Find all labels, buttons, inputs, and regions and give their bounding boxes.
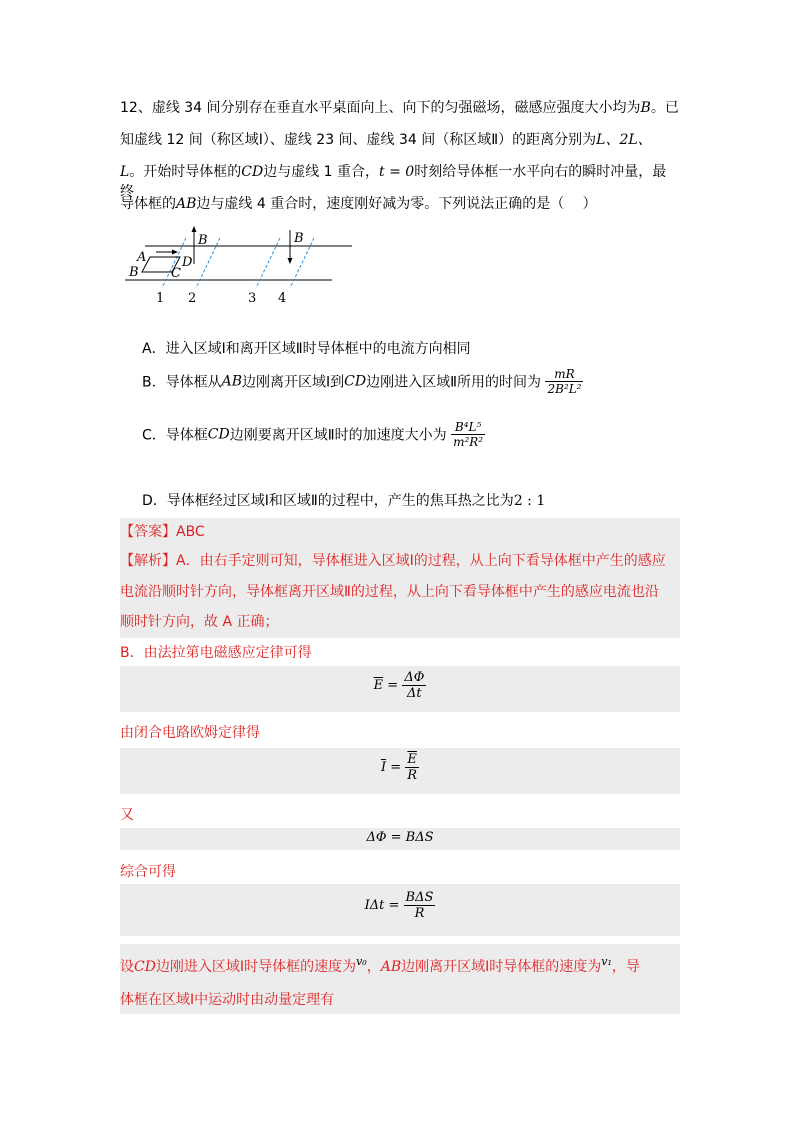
label-b-up: B xyxy=(198,233,208,248)
question-line-1: 12、虚线 34 间分别存在垂直水平桌面向上、向下的匀强磁场，磁感应强度大小均为B。已 xyxy=(120,100,679,116)
question-line-4: 导体框的AB边与虚线 4 重合时，速度刚好减为零。下列说法正确的是（ ） xyxy=(120,196,597,212)
equation-4: IΔt = $\frac{\text{BΔS}}{R}$ xyxy=(364,890,434,921)
velocity-arrow-head xyxy=(172,250,178,255)
option-a: A．进入区域Ⅰ和离开区域Ⅱ时导体框中的电流方向相同 xyxy=(142,341,471,357)
field-up-arrow-head xyxy=(192,226,197,232)
option-b-fraction: $\frac{mR}{\text{2B²L²}}$ xyxy=(547,367,582,396)
var-b: B xyxy=(640,100,651,116)
label-a: A xyxy=(137,250,147,265)
momentum-theorem-line: 体框在区域Ⅰ中运动时由动量定理有 xyxy=(120,992,335,1008)
line-label-2: 2 xyxy=(188,291,197,306)
field-down-arrow-head xyxy=(288,258,293,264)
option-c: C．导体框CD边刚要离开区域Ⅱ时的加速度大小为 $\frac{\text{B⁴L⁵}}{\text{m²R²}}$ xyxy=(142,420,484,449)
equation-1: $\overline{E}$ = $\frac{\Delta\Phi}{\Delta t}$ xyxy=(373,670,425,701)
analysis-line-3: 顺时针方向，故 A 正确； xyxy=(120,614,279,630)
equation-3: ΔΦ = BΔS xyxy=(366,830,434,845)
question-line-2: 知虚线 12 间（称区域Ⅰ）、虚线 23 间、虚线 34 间（称区域Ⅱ）的距离分别为L、2L、 xyxy=(120,132,652,148)
line-label-1: 1 xyxy=(156,291,165,306)
line-label-4: 4 xyxy=(278,291,287,306)
label-d: D xyxy=(182,255,193,270)
combine-text: 综合可得 xyxy=(120,864,176,880)
option-b: B．导体框从AB边刚离开区域Ⅰ到CD边刚进入区域Ⅱ所用的时间为 $\frac{mR}{\text{2B²L²}}$ xyxy=(142,367,582,396)
label-c: C xyxy=(171,266,181,281)
set-velocity-line: 设CD边刚进入区域Ⅰ时导体框的速度为$^{v_0}$，AB边刚离开区域Ⅰ时导体框的速度为$^{v_1}$，导 xyxy=(120,955,640,975)
question-line-3: L。开始时导体框的CD边与虚线 1 重合，t = 0时刻给导体框一水平向右的瞬时冲量，最终 xyxy=(120,164,667,200)
label-b-down: B xyxy=(294,231,304,246)
option-c-fraction: $\frac{\text{B⁴L⁵}}{\text{m²R²}}$ xyxy=(453,420,484,449)
equation-2: $\overline{I}$ = $\frac{\overline{E}}{R}$ xyxy=(380,752,418,783)
analysis-line-2: 电流沿顺时针方向，导体框离开区域Ⅱ的过程，从上向下看导体框中产生的感应电流也沿 xyxy=(120,584,659,600)
also-text: 又 xyxy=(120,807,134,823)
option-d: D．导体框经过区域Ⅰ和区域Ⅱ的过程中，产生的焦耳热之比为2 : 1 xyxy=(142,493,546,509)
analysis-b-intro: B．由法拉第电磁感应定律可得 xyxy=(120,645,312,661)
answer-label: 【答案】ABC xyxy=(120,524,205,540)
line-label-3: 3 xyxy=(248,291,257,306)
magnetic-field-figure xyxy=(120,224,360,308)
analysis-line-1: 【解析】A．由右手定则可知，导体框进入区域Ⅰ的过程，从上向下看导体框中产生的感应 xyxy=(120,553,666,569)
label-b-corner: B xyxy=(129,265,139,280)
ohm-law-text: 由闭合电路欧姆定律得 xyxy=(120,725,260,741)
